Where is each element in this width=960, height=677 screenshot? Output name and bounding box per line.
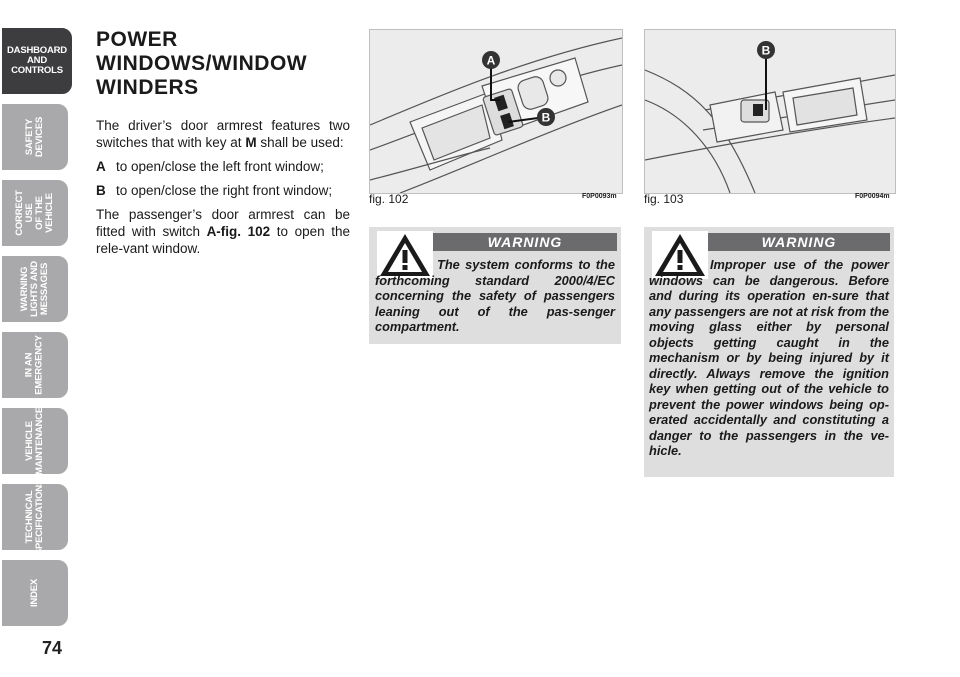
figure-103: [644, 29, 896, 194]
intro-text-end: shall be used:: [256, 135, 344, 150]
warning-text: Improper use of the power windows can be dangerous. Before and during its operation en-sure that any passengers are not at risk from the moving glass either by personal objects getting caught in the mechanism or by being injured by it directly. Always remove the ignition key when getting out of the vehicle to prevent the power windows being op-erated accidentally and constituting a danger to the passengers in the ve-hicle.: [649, 257, 889, 458]
figure-caption: fig. 103: [644, 192, 684, 206]
tab-label: CORRECT USE OF THE VEHICLE: [14, 190, 55, 236]
warning-text: The system conforms to the forthcoming standard 2000/4/EC concerning the safety of passengers leaning out of the pas-senger compartment.: [375, 257, 615, 334]
warning-box: [644, 227, 894, 477]
tab-label: VEHICLE MAINTENANCE: [24, 407, 45, 475]
intro-text: The driver’s door armrest features two switches that with key at: [96, 118, 350, 150]
warning-title: WARNING: [708, 233, 890, 251]
callout-a-label: A: [486, 53, 496, 68]
callout-b-label: B: [541, 110, 551, 125]
list-item-text: to open/close the left front window;: [116, 159, 324, 174]
tab-warning-lights[interactable]: [0, 254, 70, 324]
figure-102: [369, 29, 623, 194]
tab-dashboard-and-controls[interactable]: [0, 26, 74, 96]
list-item-text: to open/close the right front window;: [116, 183, 333, 198]
warning-box: [369, 227, 621, 344]
figure-caption: fig. 102: [369, 192, 409, 206]
tab-correct-use[interactable]: [0, 178, 70, 248]
tab-label: DASHBOARD AND CONTROLS: [7, 45, 67, 76]
door-armrest-illustration: [370, 30, 622, 193]
tab-in-an-emergency[interactable]: [0, 330, 70, 400]
page-number: 74: [42, 638, 63, 658]
figure-code: F0P0094m: [855, 193, 890, 200]
passenger-text: The passenger’s door armrest can be fitted with switch: [96, 207, 350, 239]
tab-label: WARNING LIGHTS AND MESSAGES: [18, 261, 50, 317]
tab-safety-devices[interactable]: [0, 102, 70, 172]
passenger-paragraph: [96, 206, 350, 257]
list-item: [96, 182, 350, 199]
tab-label: IN AN EMERGENCY: [24, 335, 45, 395]
body-text: [96, 117, 350, 264]
passenger-armrest-illustration: [645, 30, 895, 193]
tab-vehicle-maintenance[interactable]: [0, 406, 70, 476]
page-title: POWER WINDOWS/WINDOW WINDERS: [96, 28, 308, 99]
intro-paragraph: [96, 117, 350, 151]
warning-title: WARNING: [433, 233, 617, 251]
list-item: [96, 158, 350, 175]
list-item-key: A: [96, 159, 106, 174]
figure-code: F0P0093m: [582, 193, 617, 200]
figure-reference: A-fig. 102: [206, 224, 271, 239]
list-item-key: B: [96, 183, 106, 198]
tab-label: TECHNICAL SPECIFICATIONS: [24, 478, 46, 556]
tab-technical-specifications[interactable]: [0, 478, 70, 556]
passenger-text-end: to open the rele-vant window.: [96, 224, 350, 256]
tab-label: SAFETY DEVICES: [24, 116, 45, 158]
tab-index[interactable]: [0, 558, 70, 628]
key-position: M: [245, 135, 257, 150]
callout-b-label: B: [761, 43, 771, 58]
tab-label: INDEX: [28, 578, 40, 608]
